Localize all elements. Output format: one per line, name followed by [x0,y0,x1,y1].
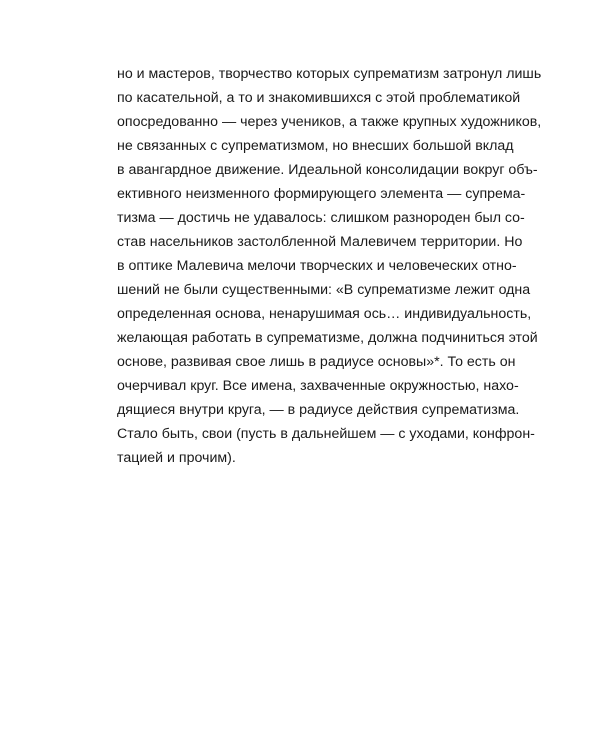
body-line: опосредованно — через учеников, а также крупных художников, [117,114,542,130]
body-line: в авангардное движение. Идеальной консолидации вокруг объ- [117,162,538,178]
body-line: став насельников застолбленной Малевичем территории. Но [117,234,523,250]
body-line: очерчивал круг. Все имена, захваченные окружностью, нахо- [117,378,519,394]
body-line: желающая работать в супрематизме, должна подчиниться этой [117,330,538,346]
body-line: не связанных с супрематизмом, но внесших большой вклад [117,138,514,154]
body-line: определенная основа, ненарушимая ось… индивидуальность, [117,306,532,322]
body-line: ективного неизменного формирующего элемента — супрема- [117,186,526,202]
body-line: по касательной, а то и знакомившихся с этой проблематикой [117,90,521,106]
body-line: в оптике Малевича мелочи творческих и человеческих отно- [117,258,517,274]
body-line: основе, развивая свое лишь в радиусе основы»*. То есть он [117,354,516,370]
body-line: тизма — достичь не удавалось: слишком разнороден был со- [117,210,525,226]
body-line: тацией и прочим). [117,450,236,466]
body-line: но и мастеров, творчество которых супрематизм затронул лишь [117,66,542,82]
body-line: Стало быть, свои (пусть в дальнейшем — с уходами, конфрон- [117,426,535,442]
body-line: шений не были существенными: «В супрематизме лежит одна [117,282,531,298]
body-line: дящиеся внутри круга, — в радиусе действия супрематизма. [117,402,520,418]
